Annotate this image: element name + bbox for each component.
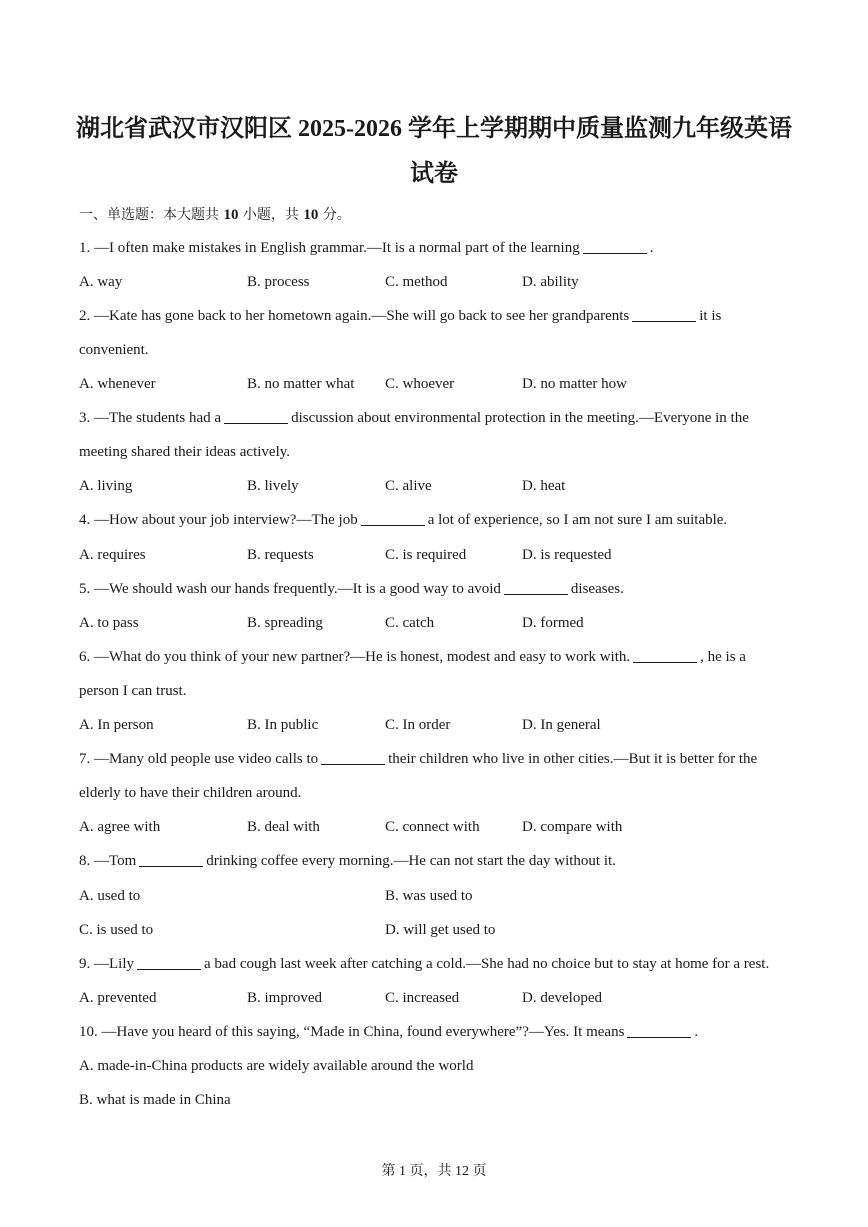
q6-option-b: B. In public (247, 717, 319, 733)
q5-option-b: B. spreading (247, 615, 323, 631)
answer-blank (627, 1037, 691, 1038)
question-3-stem-cont: meeting shared their ideas actively. (79, 444, 291, 460)
answer-blank (137, 969, 201, 970)
q9-option-a: A. prevented (79, 990, 157, 1006)
question-2-stem: 2. —Kate has gone back to her hometown again.—She will go back to see her grandparents it is (79, 308, 722, 324)
q2-option-a: A. whenever (79, 376, 156, 392)
question-4-stem: 4. —How about your job interview?—The job a lot of experience, so I am not sure I am suitable. (79, 512, 728, 528)
q8-option-a: A. used to (79, 888, 141, 904)
exam-title-line-1: 湖北省武汉市汉阳区 2025-2026 学年上学期期中质量监测九年级英语 (76, 116, 792, 142)
q7-option-d: D. compare with (522, 819, 623, 835)
q9-option-d: D. developed (522, 990, 602, 1006)
q1-option-c: C. method (385, 274, 448, 290)
q5-option-d: D. formed (522, 615, 584, 631)
q3-option-c: C. alive (385, 478, 432, 494)
q2-option-d: D. no matter how (522, 376, 627, 392)
q4-option-c: C. is required (385, 547, 467, 563)
question-8-stem: 8. —Tom drinking coffee every morning.—He can not start the day without it. (79, 853, 616, 869)
section-heading: 一、单选题：本大题共 10 小题，共 10 分。 (79, 207, 351, 223)
q4-option-b: B. requests (247, 547, 314, 563)
q1-option-b: B. process (247, 274, 310, 290)
question-7-stem-cont: elderly to have their children around. (79, 785, 302, 801)
question-3-stem: 3. —The students had a discussion about environmental protection in the meeting.—Everyone in the (79, 410, 749, 426)
question-6-stem-cont: person I can trust. (79, 683, 187, 699)
question-7-stem: 7. —Many old people use video calls to their children who live in other cities.—But it is better for the (79, 751, 758, 767)
q10-option-a: A. made-in-China products are widely available around the world (79, 1058, 474, 1074)
answer-blank (361, 525, 425, 526)
q6-option-d: D. In general (522, 717, 601, 733)
q8-option-b: B. was used to (385, 888, 473, 904)
q7-option-b: B. deal with (247, 819, 320, 835)
q2-option-b: B. no matter what (247, 376, 355, 392)
q2-option-c: C. whoever (385, 376, 455, 392)
q9-option-c: C. increased (385, 990, 460, 1006)
q4-option-a: A. requires (79, 547, 146, 563)
q7-option-a: A. agree with (79, 819, 161, 835)
q3-option-d: D. heat (522, 478, 566, 494)
q1-option-d: D. ability (522, 274, 579, 290)
answer-blank (583, 253, 647, 254)
answer-blank (139, 866, 203, 867)
q6-option-a: A. In person (79, 717, 154, 733)
q1-option-a: A. way (79, 274, 123, 290)
answer-blank (633, 662, 697, 663)
q8-option-c: C. is used to (79, 922, 154, 938)
answer-blank (321, 764, 385, 765)
q3-option-b: B. lively (247, 478, 299, 494)
question-10-stem: 10. —Have you heard of this saying, “Made in China, found everywhere”?—Yes. It means . (79, 1024, 699, 1040)
page-footer: 第 1 页，共 12 页 (381, 1164, 487, 1179)
question-1-stem: 1. —I often make mistakes in English grammar.—It is a normal part of the learning . (79, 240, 654, 256)
question-6-stem: 6. —What do you think of your new partner?—He is honest, modest and easy to work with. , he is a (79, 649, 746, 665)
q5-option-c: C. catch (385, 615, 435, 631)
q3-option-a: A. living (79, 478, 133, 494)
answer-blank (504, 594, 568, 595)
question-2-stem-cont: convenient. (79, 342, 149, 358)
answer-blank (632, 321, 696, 322)
answer-blank (224, 423, 288, 424)
q7-option-c: C. connect with (385, 819, 480, 835)
question-5-stem: 5. —We should wash our hands frequently.—It is a good way to avoid diseases. (79, 581, 624, 597)
q6-option-c: C. In order (385, 717, 451, 733)
question-9-stem: 9. —Lily a bad cough last week after catching a cold.—She had no choice but to stay at home for a rest. (79, 956, 770, 972)
q4-option-d: D. is requested (522, 547, 612, 563)
q10-option-b: B. what is made in China (79, 1092, 231, 1108)
q8-option-d: D. will get used to (385, 922, 496, 938)
q9-option-b: B. improved (247, 990, 322, 1006)
exam-title-line-2: 试卷 (410, 161, 458, 187)
q5-option-a: A. to pass (79, 615, 139, 631)
